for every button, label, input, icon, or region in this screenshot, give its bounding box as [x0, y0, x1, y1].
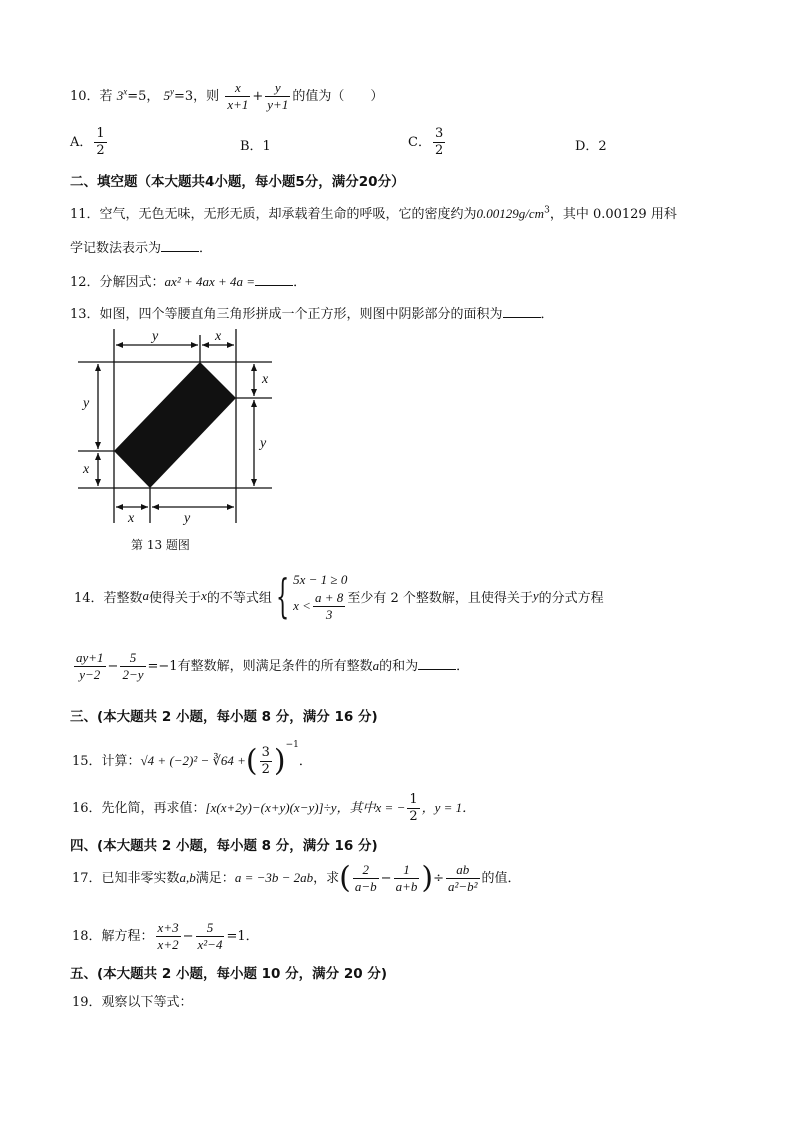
q10-option-c: C． $\frac{3}{2}$ [408, 126, 444, 158]
question-14-line1: 14．若整数 a 使得关于 x 的不等式组 { 5x − 1 ≥ 0 x < $\frac{a + 8}{3}$ 至少有 2 个整数解，且使得关于 y 的分式方程 [74, 569, 604, 623]
question-17: 17．已知非零实数a,b满足：a = −3b − 2ab，求( $\frac{2}{a-b}$ − $\frac{1}{a+b}$ )÷ $\frac{ab}{\text{a²−b²}}$ 的值． [72, 860, 521, 896]
question-19: 19．观察以下等式： [72, 995, 193, 1010]
q14-brace: { [275, 569, 290, 623]
q13-label-top-y: y [152, 329, 159, 344]
question-18: 18．解方程： $\frac{x+3}{x+2}$ − $\frac{5}{\text{x²−4}}$ =1． [72, 920, 259, 952]
question-11-line1: 11．空气，无色无味，无形无质，却承载着生命的呼吸，它的密度约为$0.00129g/cm^3$，其中 0.00129 用科 [70, 205, 677, 222]
section-2-heading: 二、填空题（本大题共4小题，每小题5分，满分20分） [70, 174, 405, 190]
q10-text-b: =5， [127, 89, 160, 104]
q10-optc-frac: $\frac{3}{2}$ [434, 126, 444, 158]
q13-figure [72, 325, 277, 530]
q13-label-right-x: x [262, 372, 269, 387]
q13-label-top-x: x [215, 329, 222, 344]
q10-text-d: 的值为（ ） [292, 89, 384, 104]
q13-label-bottom-y: y [184, 511, 191, 526]
q13-caption: 第 13 题图 [131, 538, 190, 552]
q12-expression: ax² + 4ax + 4a = [164, 274, 256, 289]
question-11-line2: 学记数法表示为 ． [70, 241, 213, 256]
q10-base5: 5$^y$ [163, 86, 175, 103]
q11-answer-blank[interactable] [161, 241, 199, 252]
q10-option-d: D．2 [575, 139, 607, 154]
q15-expression: √4 + (−2)² − ∛64 + [140, 753, 246, 768]
section-3-heading: 三、(本大题共 2 小题，每小题 8 分，满分 16 分) [70, 709, 378, 725]
q10-option-b: B．1 [240, 139, 271, 154]
q11-density: 0.00129g/cm [476, 206, 545, 221]
q14-answer-blank[interactable] [418, 659, 456, 670]
question-16: 16．先化简，再求值：[x(x+2y)−(x+y)(x−y)]÷y，其中x = − $\frac{1}{2}$ ，y = 1． [72, 792, 476, 824]
section-5-heading: 五、(本大题共 2 小题，每小题 10 分，满分 20 分) [70, 966, 388, 982]
q16-expression: [x(x+2y)−(x+y)(x−y)]÷y，其中 [205, 800, 376, 815]
section-4-heading: 四、(本大题共 2 小题，每小题 8 分，满分 16 分) [70, 838, 378, 854]
q10-base3: 3$^x$ [116, 86, 128, 103]
question-13: 13．如图，四个等腰直角三角形拼成一个正方形，则图中阴影部分的面积为 ． [70, 307, 554, 322]
question-12: 12．分解因式：ax² + 4ax + 4a = ． [70, 274, 307, 290]
q10-option-a: A． $\frac{1}{2}$ [70, 126, 105, 158]
q10-text: 若 [99, 89, 113, 104]
q13-label-left-y: y [83, 396, 90, 411]
question-14-line2: $\frac{ay+1}{y-2}$ − $\frac{5}{2-y}$ =−1有整数解，则满足条件的所有整数a的和为 ． [76, 650, 470, 682]
q13-shaded-region [114, 362, 236, 488]
q14-inequality-system: 5x − 1 ≥ 0 x < $\frac{a + 8}{3}$ [293, 571, 348, 622]
q10-text-c: =3，则 [174, 89, 220, 104]
q13-label-bottom-x: x [128, 511, 135, 526]
q13-answer-blank[interactable] [503, 307, 541, 318]
q10-frac-y: $\frac{y}{y+1}$ [267, 80, 289, 112]
q10-opta-frac: $\frac{1}{2}$ [96, 126, 105, 158]
q13-label-left-x: x [83, 462, 90, 477]
q10-frac-x: $\frac{x}{x+1}$ [227, 80, 249, 112]
q10-number: 10． [70, 89, 100, 104]
q13-label-right-y: y [260, 436, 267, 451]
question-10: 10．若 $3^x=5$， $5^y=3$，则 $\frac{x}{x+1}$ + $\frac{y}{y+1}$ 的值为（ ） [70, 80, 384, 112]
q12-answer-blank[interactable] [255, 275, 293, 286]
question-15: 15．计算：√4 + (−2)² − ∛64 +( $\frac{3}{2}$ )$^{-1}$． [72, 740, 312, 779]
